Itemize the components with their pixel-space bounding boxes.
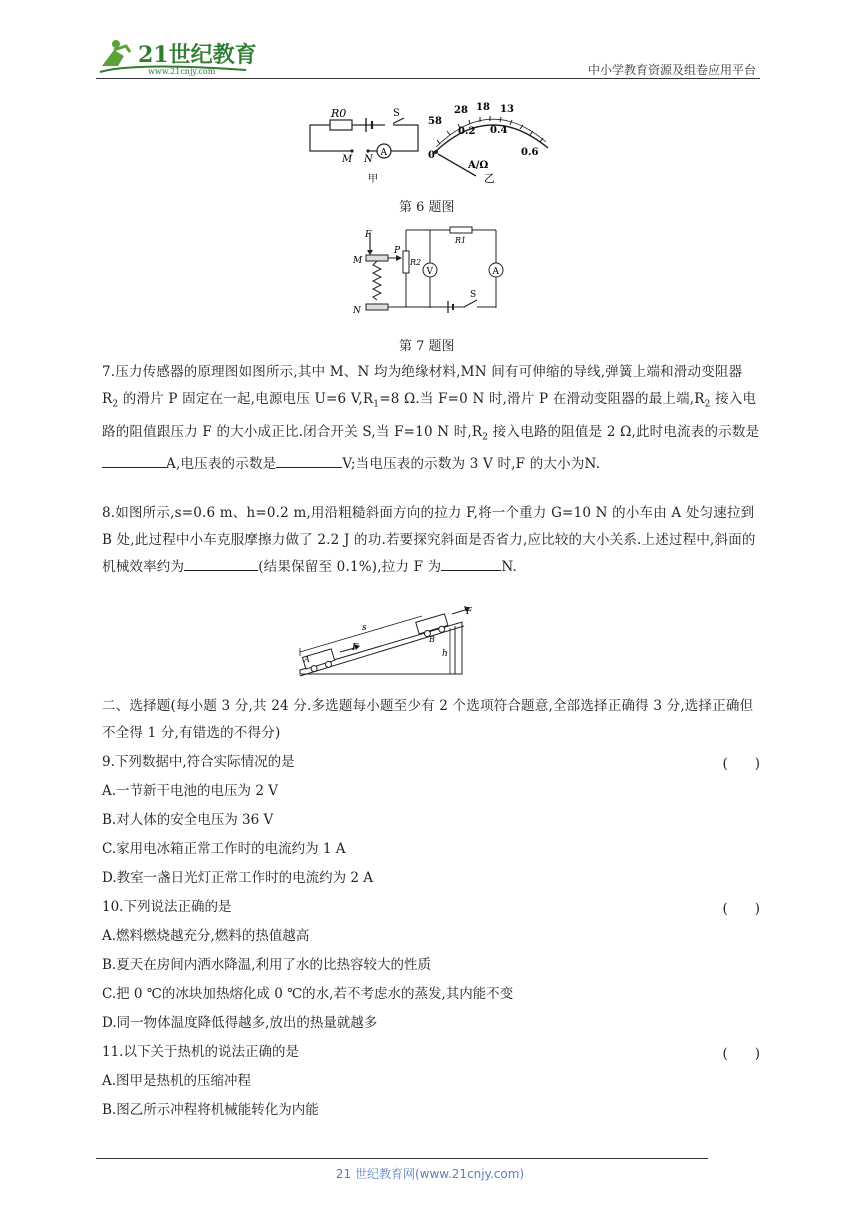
incline-f-label-top: F xyxy=(466,607,472,617)
option-b: B.对人体的安全电压为 36 V xyxy=(102,812,274,828)
option-a: A.图甲是热机的压缩冲程 xyxy=(102,1073,252,1089)
answer-blank[interactable] xyxy=(441,556,501,571)
incline-b-label: B xyxy=(429,635,435,644)
question-8: 8.如图所示,s=0.6 m、h=0.2 m,用沿粗糙斜面方向的拉力 F,将一个重力 G=10 N 的小车由 A 处匀速拉到 B 处,此过程中小车克服摩擦力做了 2.2 J 的功.若要探究斜面是否省力,应比较的大小关系.上述过程中,斜面的机械效率约为 (结果保留至 0.1%),拉力 F 为 N. xyxy=(102,505,756,575)
meter-unit: A/Ω xyxy=(468,160,489,171)
answer-blank[interactable] xyxy=(276,453,342,468)
yi-label: 乙 xyxy=(484,172,495,185)
n-label: N xyxy=(364,154,373,165)
answer-blank[interactable] xyxy=(184,556,258,571)
section-2-heading: 二、选择题(每小题 3 分,共 24 分.多选题每小题至少有 2 个选项符合题意,全部选择正确得 3 分,选择正确但不全得 1 分,有错选的不得分) xyxy=(102,698,754,741)
figure-6 xyxy=(300,100,560,195)
question-11-stem: 11.以下关于热机的说法正确的是 xyxy=(102,1044,299,1060)
header-divider xyxy=(96,78,760,79)
option-c: C.把 0 ℃的冰块加热熔化成 0 ℃的水,若不考虑水的蒸发,其内能不变 xyxy=(102,986,514,1002)
amp-tick: 0.6 xyxy=(521,147,539,158)
amp-tick: 0 xyxy=(428,150,435,161)
option-d: D.教室一盏日光灯正常工作时的电流约为 2 A xyxy=(102,870,374,886)
fig7-r1-label: R1 xyxy=(455,236,467,245)
ohm-tick: 58 xyxy=(428,116,442,127)
question-10-stem: 10.下列说法正确的是 xyxy=(102,899,232,915)
footer-link[interactable]: 21 世纪教育网(www.21cnjy.com) xyxy=(335,1167,525,1181)
answer-blank[interactable] xyxy=(102,453,166,468)
figure-7-caption: 第 7 题图 xyxy=(399,339,455,354)
figure-7 xyxy=(350,225,510,317)
incline-figure xyxy=(292,600,472,682)
option-b: B.夏天在房间内洒水降温,利用了水的比热容较大的性质 xyxy=(102,957,432,973)
incline-s-label: s xyxy=(362,623,367,633)
fig7-n-label: N xyxy=(353,306,361,316)
ohm-tick: 18 xyxy=(476,102,490,113)
incline-h-label: h xyxy=(442,649,448,659)
answer-paren[interactable]: ( ) xyxy=(722,756,760,772)
option-a: A.一节新干电池的电压为 2 V xyxy=(102,783,278,799)
fig7-s-label: S xyxy=(470,290,477,300)
switch-label: S xyxy=(393,108,400,119)
figure-6-caption: 第 6 题图 xyxy=(399,200,455,215)
incline-f-label: F xyxy=(352,643,359,653)
platform-name: 中小学教育资源及组卷应用平台 xyxy=(587,63,756,77)
footer-divider xyxy=(96,1158,708,1159)
answer-paren[interactable]: ( ) xyxy=(722,901,760,917)
jia-label: 甲 xyxy=(368,174,378,185)
ohm-tick: 28 xyxy=(454,105,468,116)
option-c: C.家用电冰箱正常工作时的电流约为 1 A xyxy=(102,841,346,857)
fig7-ammeter-label: A xyxy=(492,267,499,277)
m-label: M xyxy=(342,154,353,165)
incline-a-label: A xyxy=(304,655,310,664)
logo-subtext: www.21cnjy.com xyxy=(148,67,216,76)
fig7-p-label: P xyxy=(394,246,401,256)
question-9-stem: 9.下列数据中,符合实际情况的是 xyxy=(102,754,295,770)
logo-text: 21世纪教育 xyxy=(138,42,256,68)
amp-tick: 0.4 xyxy=(490,125,508,136)
r0-label: R0 xyxy=(331,107,347,120)
amp-tick: 0.2 xyxy=(458,126,476,137)
question-7: 7.压力传感器的原理图如图所示,其中 M、N 均为绝缘材料,MN 间有可伸缩的导线,弹簧上端和滑动变阻器 $R_2$ 的滑片 P 固定在一起,电源电压 U=6 $V,R_1=8$ Ω.当 F=0 N 时,滑片 P 在滑动变阻器的最上端$,R_2$ 接入电路的阻值跟压力 F 的大小成正比.闭合开关 S,当 F=10 N 时$,R_2$ 接入电路的阻值是 2 Ω,此时电流表的示数是A,电压表的示数是 V;当电压表的示数为 3 V 时,F 的大小为N. xyxy=(102,364,760,473)
voltmeter-label: V xyxy=(426,267,433,277)
option-a: A.燃料燃烧越充分,燃料的热值越高 xyxy=(102,928,310,944)
option-d: D.同一物体温度降低得越多,放出的热量就越多 xyxy=(102,1015,378,1031)
ammeter-label: A xyxy=(380,148,387,158)
fig7-m-label: M xyxy=(353,256,363,266)
option-b: B.图乙所示冲程将机械能转化为内能 xyxy=(102,1102,319,1118)
fig7-f-label: F xyxy=(365,230,372,240)
ohm-tick: 13 xyxy=(500,104,514,115)
fig7-r2-label: R2 xyxy=(410,258,422,267)
answer-paren[interactable]: ( ) xyxy=(722,1046,760,1062)
site-logo xyxy=(96,36,256,78)
